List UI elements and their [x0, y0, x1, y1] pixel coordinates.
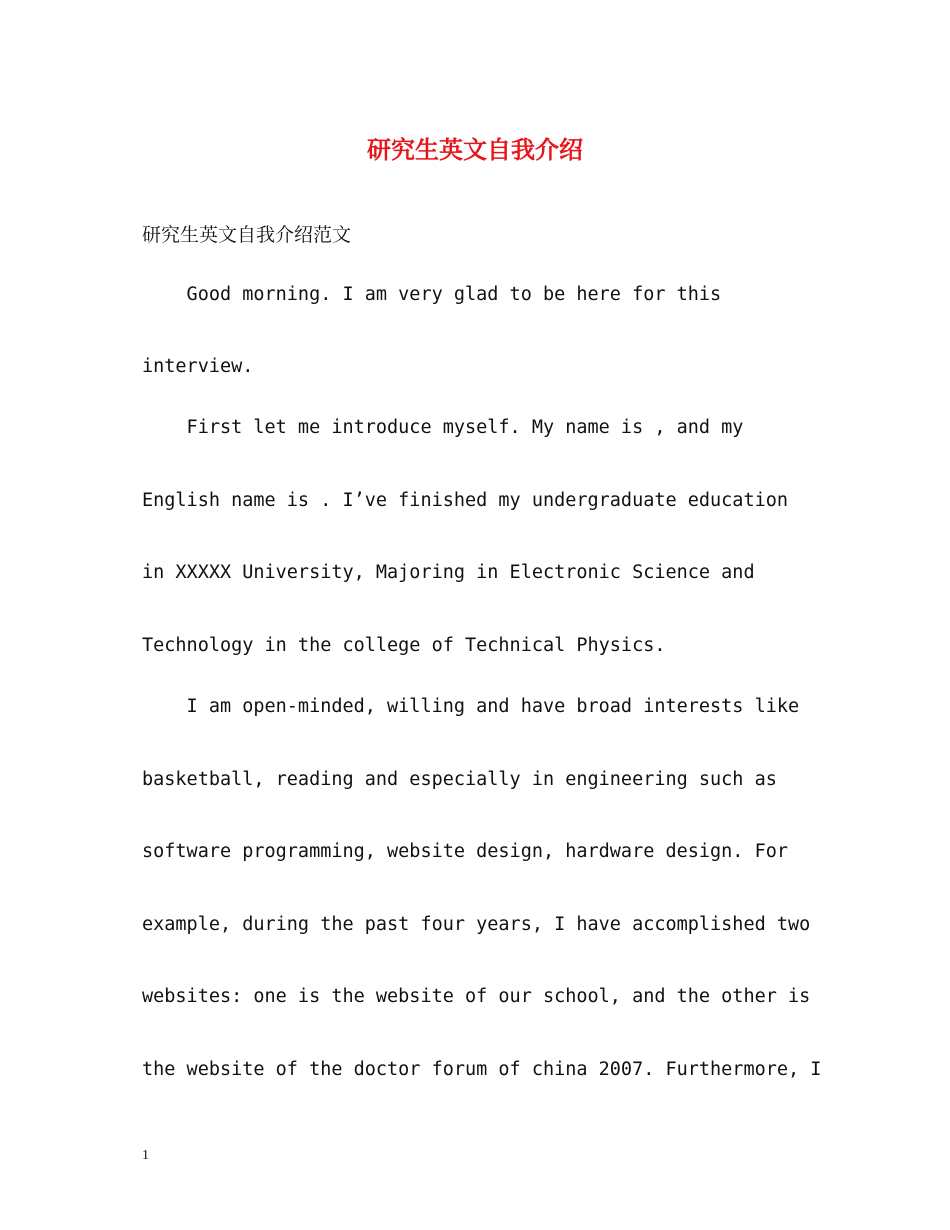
paragraph-line: software programming, website design, hardware design. For: [142, 841, 789, 862]
page-number: 1: [142, 1148, 149, 1163]
paragraph-line: example, during the past four years, I have accomplished two: [142, 914, 811, 935]
paragraph-line: English name is . I’ve finished my undergraduate education: [142, 490, 789, 511]
paragraph-line: the website of the doctor forum of china 2007. Furthermore, I: [142, 1059, 822, 1080]
paragraph-line: websites: one is the website of our school, and the other is: [142, 986, 811, 1007]
paragraph-line: First let me introduce myself. My name is , and my: [142, 417, 744, 438]
paragraph-line: Good morning. I am very glad to be here for this: [142, 284, 722, 305]
paragraph-line: interview.: [142, 356, 254, 377]
paragraph-line: I am open-minded, willing and have broad interests like: [142, 696, 800, 717]
document-title: 研究生英文自我介绍: [367, 135, 583, 164]
document-subtitle: 研究生英文自我介绍范文: [142, 224, 352, 246]
paragraph-line: in XXXXX University, Majoring in Electronic Science and: [142, 562, 755, 583]
paragraph-line: basketball, reading and especially in engineering such as: [142, 769, 777, 790]
paragraph-line: Technology in the college of Technical Physics.: [142, 635, 666, 656]
